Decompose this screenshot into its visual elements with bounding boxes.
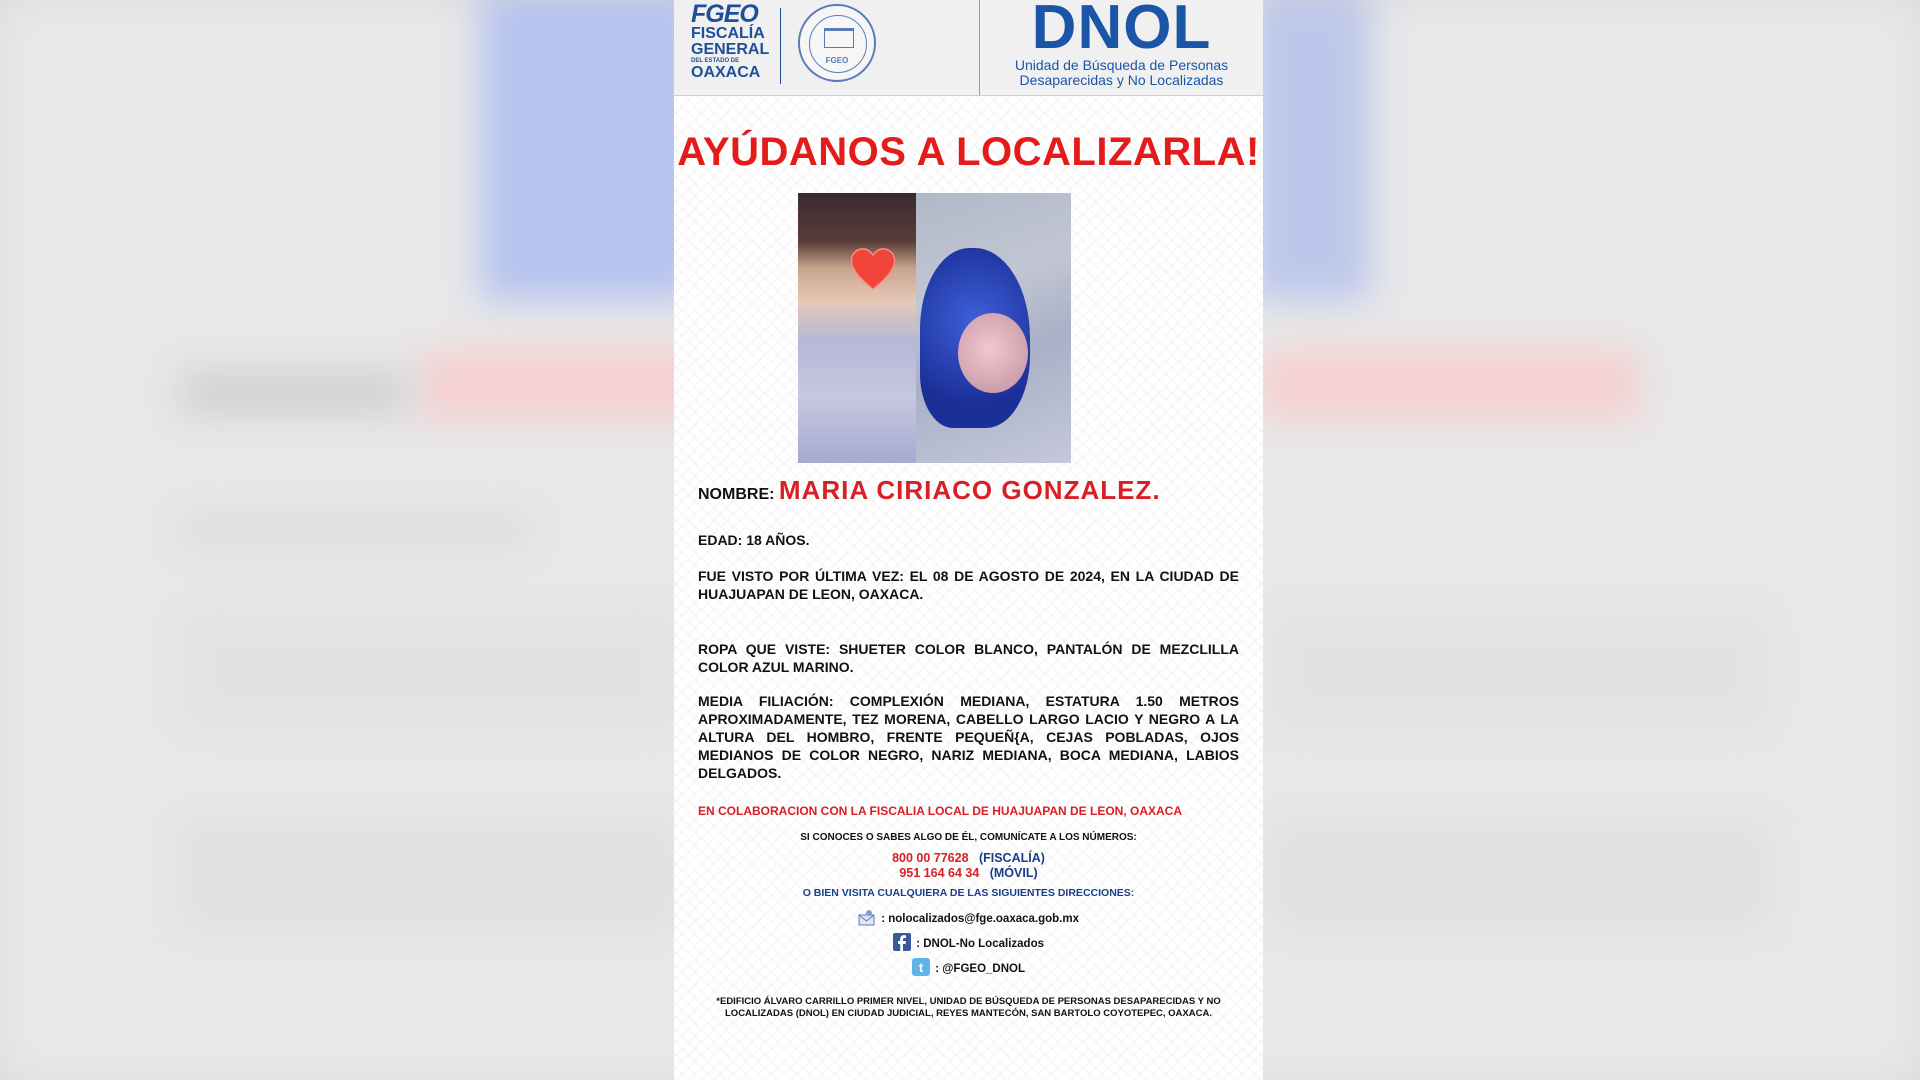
poster-headline: AYÚDANOS A LOCALIZARLA!	[677, 130, 1260, 174]
missing-person-poster	[674, 0, 1263, 1080]
facebook-icon	[893, 933, 911, 951]
twitter-icon	[912, 958, 930, 976]
fgeo-header-block	[674, 0, 980, 95]
name-label: NOMBRE:	[698, 486, 779, 503]
address-footer: *EDIFICIO ÁLVARO CARRILLO PRIMER NIVEL, UNIDAD DE BÚSQUEDA DE PERSONAS DESAPARECIDAS Y NO LOCALIZADAS (DNOL) EN CIUDAD JUDICIAL, REYES MANTECÓN, SAN BARTOLO COYOTEPEC, OAXACA.	[716, 996, 1221, 1019]
heart-icon	[850, 246, 896, 292]
dnol-subtitle-1: Unidad de Búsqueda de Personas	[1014, 57, 1229, 73]
last-seen-field: FUE VISTO POR ÚLTIMA VEZ: EL 08 DE AGOSTO DE 2024, EN LA CIUDAD DE HUAJUAPAN DE LEON, OAXACA.	[698, 568, 1239, 602]
dnol-title: DNOL	[1031, 0, 1212, 62]
email-contact: : nolocalizados@fge.oaxaca.gob.mx	[674, 908, 1263, 926]
logo-divider	[780, 8, 781, 84]
svg-text:t: t	[918, 960, 924, 975]
phone-movil: 951 164 64 34 (MÓVIL)	[899, 866, 1038, 880]
phone-fiscalia: 800 00 77628 (FISCALÍA)	[892, 851, 1045, 865]
age-field: EDAD: 18 AÑOS.	[698, 532, 810, 548]
visit-note: O BIEN VISITA CUALQUIERA DE LAS SIGUIENTES DIRECCIONES:	[802, 887, 1135, 899]
fgeo-seal-icon: FGEO	[798, 4, 876, 82]
poster-header	[674, 0, 1263, 96]
collaboration-note: EN COLABORACION CON LA FISCALIA LOCAL DE HUAJUAPAN DE LEON, OAXACA	[698, 804, 1183, 818]
fgeo-logo: FGEO FISCALÍA GENERAL DEL ESTADO DE OAXACA	[691, 0, 770, 81]
clothing-field: ROPA QUE VISTE: SHUETER COLOR BLANCO, PANTALÓN DE MEZCLILLA COLOR AZUL MARINO.	[698, 641, 1239, 675]
name-row	[698, 475, 1161, 506]
facebook-contact: : DNOL-No Localizados	[674, 933, 1263, 951]
dnol-subtitle-2: Desaparecidas y No Localizadas	[1019, 72, 1224, 88]
person-name: MARIA CIRIACO GONZALEZ.	[778, 475, 1161, 505]
person-photo	[798, 193, 1071, 463]
description-field: MEDIA FILIACIÓN: COMPLEXIÓN MEDIANA, ESTATURA 1.50 METROS APROXIMADAMENTE, TEZ MORENA, CABELLO LARGO LACIO Y NEGRO A LA ALTURA DEL HOMBRO, FRENTE PEQUEÑ{A, CEJAS POBLADAS, OJOS MEDIANOS DE COLOR NEGRO, NARIZ MEDIANA, BOCA MEDIANA, LABIOS DELGADOS.	[698, 693, 1239, 781]
email-icon	[858, 908, 876, 926]
dnol-header-block	[980, 0, 1263, 95]
twitter-contact: t : @FGEO_DNOL	[674, 958, 1263, 976]
contact-question: SI CONOCES O SABES ALGO DE ÉL, COMUNÍCATE A LOS NÚMEROS:	[800, 832, 1137, 843]
